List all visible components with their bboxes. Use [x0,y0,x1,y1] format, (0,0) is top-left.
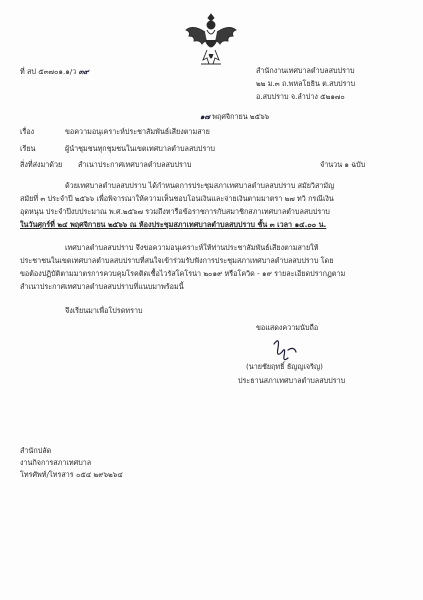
reference-handwritten: ๓๙ [78,67,89,76]
regards-text: ขอแสดงความนับถือ [256,323,319,332]
paragraph-1-line-4: ในวันศุกร์ที่ ๒๔ พฤศจิกายน ๒๕๖๖ ณ ห้องประชุมสภาเทศบาลตำบลสบปราบ ชั้น ๓ เวลา ๑๔.๐๐ น. [20,220,327,229]
date-handwritten: ๑๗ [200,112,210,121]
paragraph-2-line-1: เทศบาลตำบลสบปราบ จึงขอความอนุเคราะห์ให้ท่านประชาสัมพันธ์เสียงตามสายให้ [65,243,319,252]
closing-line: จึงเรียนมาเพื่อโปรดทราบ [65,306,143,315]
paragraph-1-line-1: ด้วยเทศบาลตำบลสบปราบ ได้กำหนดการประชุมสภาเทศบาลตำบลสบปราบ สมัยวิสามัญ [65,181,335,190]
subject-text: ขอความอนุเคราะห์ประชาสัมพันธ์เสียงตามสาย [65,127,210,136]
paragraph-2-line-2: ประชาชนในเขตเทศบาลตำบลสบปราบที่สนใจเข้าร่วมรับฟังการประชุมสภาเทศบาลตำบลสบปราบ โดย [20,256,334,265]
attachment-count: จำนวน ๑ ฉบับ [320,160,366,169]
footer-department: สำนักปลัด [20,446,52,455]
paragraph-1-line-3: อุดหนุน ประจำปีงบประมาณ พ.ศ.๒๕๖๗ รวมถึงหารือข้อราชการกับสมาชิกสภาเทศบาลตำบลสบปราบ [20,207,330,216]
recipient-label: เรียน [20,144,36,153]
office-name: สำนักงานเทศบาลตำบลสบปราบ [256,66,355,75]
garuda-emblem-icon [183,10,239,70]
paragraph-1-line-2: สมัยที่ ๓ ประจำปี ๒๕๖๖ เพื่อพิจารณาให้ความเห็นชอบโอนเงินและจ่ายเงินตามมาตรา ๒๗ ทวิ กรณีเงิน [20,194,334,203]
recipient-text: ผู้นำชุมชนทุกชุมชนในเขตเทศบาลตำบลสบปราบ [65,144,215,153]
paragraph-2-line-3: ขอต้องปฏิบัติตามมาตรการควบคุมโรคติดเชื้อไวรัสโคโรน่า ๒๐๑๙ หรือโควิด - ๑๙ รายละเอียดปรากฏตาม [20,269,346,278]
subject-label: เรื่อง [20,127,35,136]
paragraph-2-line-4: สำเนาประกาศเทศบาลตำบลสบปราบที่แนบมาพร้อมนี้ [20,282,184,291]
handwritten-signature-icon [270,338,300,364]
footer-phone: โทรศัพท์/โทรสาร ๐๕๔ ๒๙๖๒๖๔ [20,470,123,479]
signer-position: ประธานสภาเทศบาลตำบลสบปราบ [238,376,346,385]
office-address-line-2: อ.สบปราบ จ.ลำปาง ๕๒๑๗๐ [256,92,345,101]
office-address-line-1: ๒๒ ม.๓ ถ.พหลโยธิน ต.สบปราบ [256,79,356,88]
document-date: ๑๗ พฤศจิกายน ๒๕๖๖ [200,112,270,121]
footer-section: งานกิจการสภาเทศบาล [20,458,92,467]
reference-number: ที่ สป ๕๓๗๐๑.๑/ว ๓๙ [20,67,89,76]
signer-name: (นายชัยฤทธิ์ ธัญญเจริญ) [246,362,323,371]
attachment-text: สำเนาประกาศเทศบาลตำบลสบปราบ [78,160,192,169]
attachment-label: สิ่งที่ส่งมาด้วย [20,160,63,169]
